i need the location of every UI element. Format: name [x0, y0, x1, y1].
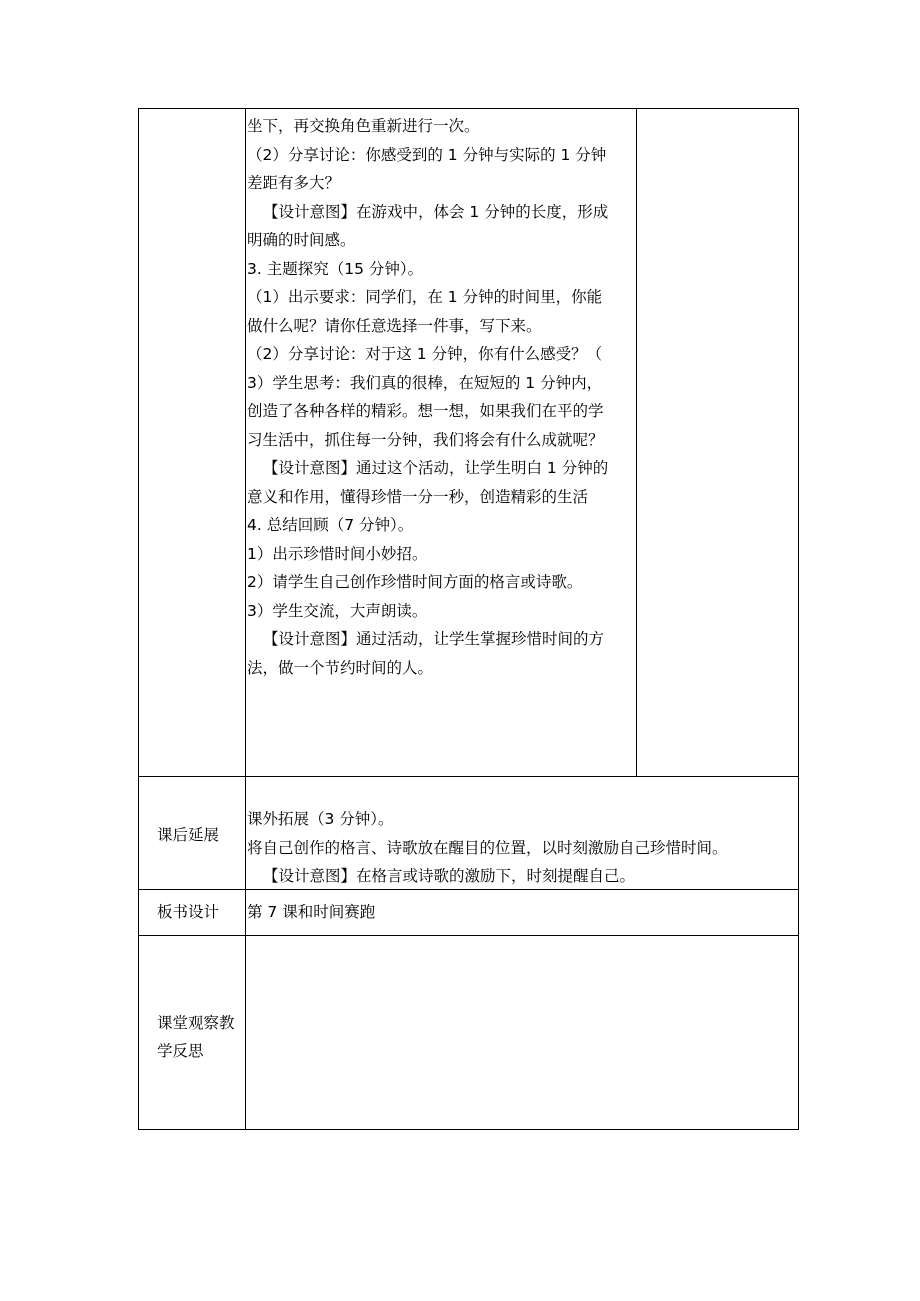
content-line: （1）出示要求：同学们，在 1 分钟的时间里，你能	[247, 288, 603, 306]
content-line: 4. 总结回顾（7 分钟）。	[247, 516, 414, 534]
content-line: 课外拓展（3 分钟）。	[247, 810, 394, 828]
content-line: 3. 主题探究（15 分钟）。	[247, 260, 424, 278]
content-line: 【设计意图】通过这个活动，让学生明白 1 分钟的	[263, 459, 609, 477]
table-right-border	[798, 108, 799, 1130]
table-top-border	[138, 108, 799, 109]
content-line: 差距有多大？	[247, 174, 341, 192]
content-line: 【设计意图】在游戏中，体会 1 分钟的长度，形成	[263, 203, 609, 221]
label-column-divider	[245, 108, 246, 1130]
notes-column-divider	[636, 108, 637, 777]
row-divider-after-main	[138, 776, 799, 777]
content-line: 意义和作用，懂得珍惜一分一秒，创造精彩的生活	[247, 488, 589, 506]
content-line: 3）学生交流，大声朗读。	[247, 602, 428, 620]
content-line: 2）请学生自己创作珍惜时间方面的格言或诗歌。	[247, 573, 583, 591]
row-divider-after-board	[138, 935, 799, 936]
content-line: 法，做一个节约时间的人。	[247, 659, 434, 677]
content-line: 坐下，再交换角色重新进行一次。	[247, 117, 480, 135]
content-line: 【设计意图】通过活动，让学生掌握珍惜时间的方	[263, 630, 605, 648]
board-design-content: 第 7 课和时间赛跑	[247, 903, 376, 921]
content-line: （2）分享讨论：对于这 1 分钟，你有什么感受？（	[247, 345, 603, 363]
content-line: 将自己创作的格言、诗歌放在醒目的位置，以时刻激励自己珍惜时间。	[247, 839, 728, 857]
content-line: 习生活中，抓住每一分钟，我们将会有什么成就呢？	[247, 431, 604, 449]
content-line: 【设计意图】在格言或诗歌的激励下，时刻提醒自己。	[263, 867, 636, 885]
content-line: 3）学生思考：我们真的很棒，在短短的 1 分钟内，	[247, 374, 603, 392]
board-design-label: 板书设计	[157, 903, 220, 921]
content-line: 创造了各种各样的精彩。想一想，如果我们在平的学	[247, 402, 604, 420]
content-line: 1）出示珍惜时间小妙招。	[247, 545, 428, 563]
table-bottom-border	[138, 1129, 799, 1130]
content-line: （2）分享讨论：你感受到的 1 分钟与实际的 1 分钟	[247, 146, 607, 164]
reflection-label-line1: 课堂观察教	[157, 1014, 235, 1032]
content-line: 明确的时间感。	[247, 231, 356, 249]
after-class-label: 课后延展	[157, 826, 220, 844]
reflection-label-line2: 学反思	[157, 1042, 204, 1060]
table-left-border	[138, 108, 139, 1130]
content-line: 做什么呢？请你任意选择一件事，写下来。	[247, 317, 542, 335]
row-divider-after-extension	[138, 889, 799, 890]
